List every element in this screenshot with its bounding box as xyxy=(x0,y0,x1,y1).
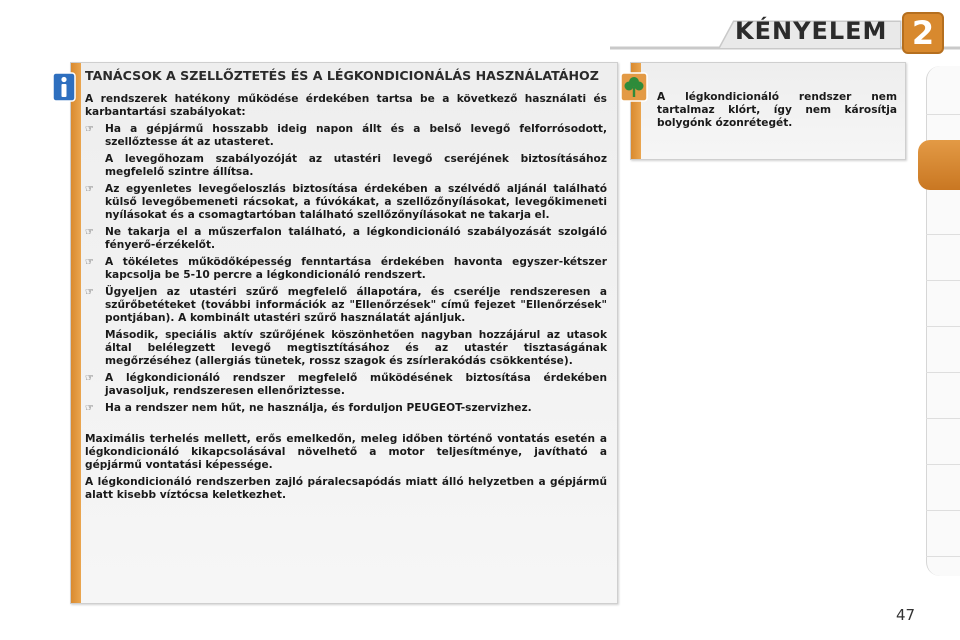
panel-accent-strip xyxy=(71,63,81,603)
chapter-tab[interactable] xyxy=(926,70,960,115)
pointing-hand-icon: ☞ xyxy=(85,257,94,268)
list-item xyxy=(85,256,607,282)
chapter-tab[interactable] xyxy=(926,282,960,327)
page-number: 47 xyxy=(896,606,916,624)
list-item xyxy=(85,226,607,252)
advice-panel xyxy=(70,62,618,604)
list-item xyxy=(85,286,607,325)
list-item-text: Az egyenletes levegőeloszlás biztosítása érdekében a szélvédő aljánál található külső levegőbemeneti rácsokat, a fúvókákat, a szellőzőnyílásokat, levegőkimeneti nyílásokat és a csomagtartóban található szellőzőnyílásokat ne takarja el. xyxy=(105,183,607,221)
chapter-tab[interactable] xyxy=(926,236,960,281)
list-item xyxy=(85,123,607,149)
chapter-number: 2 xyxy=(911,14,935,52)
chapter-title: KÉNYELEM xyxy=(735,17,888,45)
intro-paragraph: A rendszerek hatékony működése érdekében tartsa be a következő használati és karbantartási szabályokat: xyxy=(85,93,607,118)
pointing-hand-icon: ☞ xyxy=(85,287,94,298)
chapter-tab-active[interactable] xyxy=(918,140,960,190)
eco-note: A légkondicionáló rendszer nem tartalmaz klórt, így nem károsítja bolygónk ózonrétegét. xyxy=(657,91,897,129)
list-item-note: Második, speciális aktív szűrőjének köszönhetően nagyban hozzájárul az utasok által belélegzett levegő megtisztításához és az utastér tisztaságának megőrzéséhez (allergiás tünetek, rossz szagok és zsírlerakódás csökkentése). xyxy=(105,329,607,367)
eco-content xyxy=(657,91,897,130)
chapter-tab[interactable] xyxy=(926,420,960,465)
chapter-tab[interactable] xyxy=(926,328,960,373)
spacer xyxy=(85,419,607,433)
pointing-hand-icon: ☞ xyxy=(85,227,94,238)
list-item xyxy=(85,372,607,398)
list-item-text: Ügyeljen az utastéri szűrő megfelelő állapotára, és cserélje rendszeresen a szűrőbetéteket (további információk az "Ellenőrzések" című fejezet "Ellenőrzések" pontjában). A kombinált utastéri szűrő használatát ajánljuk. xyxy=(105,286,607,324)
chapter-tab[interactable] xyxy=(926,190,960,235)
pointing-hand-icon: ☞ xyxy=(85,124,94,135)
list-item-text: Ha a gépjármű hosszabb ideig napon állt és a belső levegő felforrósodott, szellőztesse át az utasteret. xyxy=(105,123,607,148)
pointing-hand-icon: ☞ xyxy=(85,184,94,195)
list-item xyxy=(85,402,607,415)
list-item-text: A tökéletes működőképesség fenntartása érdekében havonta egyszer-kétszer kapcsolja be 5-10 percre a légkondicionáló rendszert. xyxy=(105,256,607,281)
eco-leaf-icon xyxy=(620,72,648,102)
list-item-text: Ha a rendszer nem hűt, ne használja, és forduljon PEUGEOT-szervizhez. xyxy=(105,402,532,414)
chapter-tab[interactable] xyxy=(926,374,960,419)
info-icon xyxy=(52,72,76,102)
list-item xyxy=(85,183,607,222)
list-item-text: Ne takarja el a műszerfalon található, a légkondicionáló szabályozását szolgáló fényerő-érzékelőt. xyxy=(105,226,607,251)
eco-panel xyxy=(630,62,906,160)
list-item-note: A levegőhozam szabályozóját az utastéri levegő cseréjének biztosításához megfelelő szintre állítsa. xyxy=(105,153,607,178)
outro-paragraph: A légkondicionáló rendszerben zajló páralecsapódás miatt álló helyzetben a gépjármű alatt kisebb víztócsa keletkezhet. xyxy=(85,476,607,501)
pointing-hand-icon: ☞ xyxy=(85,403,94,414)
pointing-hand-icon: ☞ xyxy=(85,373,94,384)
section-title: TANÁCSOK A SZELLŐZTETÉS ÉS A LÉGKONDICIONÁLÁS HASZNÁLATÁHOZ xyxy=(85,68,599,83)
advice-content xyxy=(85,69,607,506)
list-item-text: A légkondicionáló rendszer megfelelő működésének biztosítása érdekében javasoljuk, rendszeresen ellenőriztesse. xyxy=(105,372,607,397)
outro-paragraph: Maximális terhelés mellett, erős emelkedőn, meleg időben történő vontatás esetén a légkondicionáló kikapcsolásával növelhető a motor teljesítménye, javítható a gépjármű vontatási képessége. xyxy=(85,433,607,471)
chapter-tab[interactable] xyxy=(926,512,960,557)
chapter-tab[interactable] xyxy=(926,466,960,511)
